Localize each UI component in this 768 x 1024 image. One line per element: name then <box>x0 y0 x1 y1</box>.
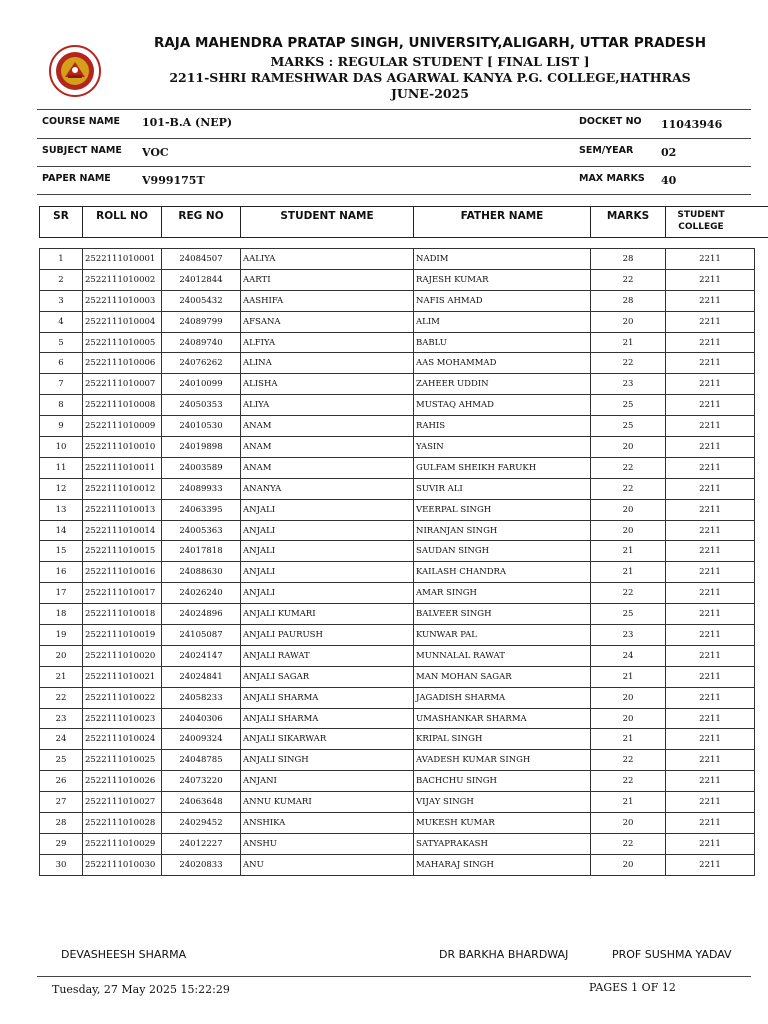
table-row <box>40 249 755 270</box>
cell-marks: 22 <box>591 771 666 792</box>
cell-marks: 21 <box>591 332 666 353</box>
cell-father-name: MAN MOHAN SAGAR <box>414 666 591 687</box>
table-row <box>40 625 755 646</box>
header-student-name: STUDENT NAME <box>240 206 414 238</box>
cell-reg-no: 24012844 <box>162 269 241 290</box>
table-row <box>40 457 755 478</box>
cell-father-name: NADIM <box>414 249 591 270</box>
cell-sr: 10 <box>40 437 83 458</box>
cell-marks: 20 <box>591 854 666 875</box>
cell-roll-no: 2522111010027 <box>83 792 162 813</box>
cell-roll-no: 2522111010016 <box>83 562 162 583</box>
cell-sr: 8 <box>40 395 83 416</box>
cell-student-name: ANSHU <box>241 833 414 854</box>
docket-label: DOCKET NO <box>579 116 642 127</box>
cell-reg-no: 24084507 <box>162 249 241 270</box>
cell-father-name: VEERPAL SINGH <box>414 499 591 520</box>
cell-sr: 13 <box>40 499 83 520</box>
university-title: RAJA MAHENDRA PRATAP SINGH, UNIVERSITY,ALIGARH, UTTAR PRADESH <box>153 35 707 51</box>
course-value: 101-B.A (NEP) <box>142 116 233 129</box>
cell-roll-no: 2522111010017 <box>83 583 162 604</box>
cell-father-name: AMAR SINGH <box>414 583 591 604</box>
cell-student-college: 2211 <box>666 729 755 750</box>
cell-marks: 20 <box>591 499 666 520</box>
cell-marks: 21 <box>591 562 666 583</box>
cell-marks: 21 <box>591 792 666 813</box>
cell-sr: 26 <box>40 771 83 792</box>
cell-reg-no: 24024896 <box>162 604 241 625</box>
college-title: 2211-SHRI RAMESHWAR DAS AGARWAL KANYA P.G. COLLEGE,HATHRAS <box>169 70 691 85</box>
cell-reg-no: 24005363 <box>162 520 241 541</box>
cell-marks: 22 <box>591 478 666 499</box>
cell-sr: 3 <box>40 290 83 311</box>
table-row <box>40 750 755 771</box>
cell-student-college: 2211 <box>666 457 755 478</box>
table-row <box>40 395 755 416</box>
cell-roll-no: 2522111010012 <box>83 478 162 499</box>
cell-sr: 9 <box>40 416 83 437</box>
footer-divider <box>37 976 751 977</box>
cell-sr: 2 <box>40 269 83 290</box>
cell-roll-no: 2522111010025 <box>83 750 162 771</box>
cell-reg-no: 24089799 <box>162 311 241 332</box>
marks-table <box>39 248 755 876</box>
cell-student-college: 2211 <box>666 353 755 374</box>
table-row <box>40 290 755 311</box>
cell-father-name: KAILASH CHANDRA <box>414 562 591 583</box>
cell-student-name: ANJALI SHARMA <box>241 708 414 729</box>
semyear-value: 02 <box>661 146 677 159</box>
cell-roll-no: 2522111010030 <box>83 854 162 875</box>
cell-father-name: BACHCHU SINGH <box>414 771 591 792</box>
cell-marks: 21 <box>591 541 666 562</box>
cell-father-name: MUSTAQ AHMAD <box>414 395 591 416</box>
cell-reg-no: 24010530 <box>162 416 241 437</box>
cell-reg-no: 24050353 <box>162 395 241 416</box>
table-row <box>40 269 755 290</box>
paper-label: PAPER NAME <box>42 173 111 184</box>
cell-father-name: JAGADISH SHARMA <box>414 687 591 708</box>
cell-student-college: 2211 <box>666 395 755 416</box>
cell-marks: 23 <box>591 374 666 395</box>
cell-sr: 5 <box>40 332 83 353</box>
cell-student-name: ANJALI <box>241 520 414 541</box>
cell-roll-no: 2522111010020 <box>83 645 162 666</box>
cell-father-name: KUNWAR PAL <box>414 625 591 646</box>
cell-father-name: SATYAPRAKASH <box>414 833 591 854</box>
cell-student-name: ALFIYA <box>241 332 414 353</box>
university-logo <box>48 44 102 98</box>
cell-sr: 17 <box>40 583 83 604</box>
header-student-college-label: STUDENT COLLEGE <box>677 210 725 232</box>
cell-reg-no: 24017818 <box>162 541 241 562</box>
cell-reg-no: 24020833 <box>162 854 241 875</box>
cell-student-college: 2211 <box>666 374 755 395</box>
cell-marks: 28 <box>591 290 666 311</box>
table-row <box>40 541 755 562</box>
cell-student-name: ANANYA <box>241 478 414 499</box>
cell-marks: 24 <box>591 645 666 666</box>
cell-marks: 20 <box>591 687 666 708</box>
cell-roll-no: 2522111010008 <box>83 395 162 416</box>
table-row <box>40 604 755 625</box>
table-row <box>40 562 755 583</box>
cell-reg-no: 24005432 <box>162 290 241 311</box>
cell-roll-no: 2522111010006 <box>83 353 162 374</box>
cell-student-name: AALIYA <box>241 249 414 270</box>
cell-marks: 21 <box>591 666 666 687</box>
cell-sr: 1 <box>40 249 83 270</box>
cell-student-name: ANJANI <box>241 771 414 792</box>
cell-sr: 14 <box>40 520 83 541</box>
cell-reg-no: 24063395 <box>162 499 241 520</box>
cell-roll-no: 2522111010002 <box>83 269 162 290</box>
cell-reg-no: 24010099 <box>162 374 241 395</box>
cell-student-college: 2211 <box>666 792 755 813</box>
cell-sr: 11 <box>40 457 83 478</box>
table-row <box>40 771 755 792</box>
cell-student-college: 2211 <box>666 604 755 625</box>
cell-reg-no: 24073220 <box>162 771 241 792</box>
cell-sr: 12 <box>40 478 83 499</box>
table-row <box>40 708 755 729</box>
cell-student-college: 2211 <box>666 290 755 311</box>
table-row <box>40 645 755 666</box>
cell-father-name: RAHIS <box>414 416 591 437</box>
cell-marks: 20 <box>591 311 666 332</box>
cell-student-college: 2211 <box>666 249 755 270</box>
page-indicator: PAGES 1 OF 12 <box>589 981 676 994</box>
header-sr: SR <box>39 206 83 238</box>
cell-student-college: 2211 <box>666 750 755 771</box>
cell-sr: 4 <box>40 311 83 332</box>
cell-sr: 25 <box>40 750 83 771</box>
cell-student-college: 2211 <box>666 520 755 541</box>
cell-reg-no: 24088630 <box>162 562 241 583</box>
cell-marks: 23 <box>591 625 666 646</box>
cell-marks: 20 <box>591 813 666 834</box>
cell-reg-no: 24003589 <box>162 457 241 478</box>
print-timestamp: Tuesday, 27 May 2025 15:22:29 <box>52 983 230 996</box>
table-row <box>40 416 755 437</box>
cell-student-college: 2211 <box>666 541 755 562</box>
cell-marks: 22 <box>591 833 666 854</box>
cell-roll-no: 2522111010014 <box>83 520 162 541</box>
cell-father-name: AVADESH KUMAR SINGH <box>414 750 591 771</box>
cell-student-name: ANAM <box>241 416 414 437</box>
table-row <box>40 374 755 395</box>
cell-student-college: 2211 <box>666 269 755 290</box>
cell-father-name: BABLU <box>414 332 591 353</box>
cell-student-college: 2211 <box>666 562 755 583</box>
cell-roll-no: 2522111010001 <box>83 249 162 270</box>
cell-student-college: 2211 <box>666 833 755 854</box>
signature-right: PROF SUSHMA YADAV <box>612 948 732 961</box>
cell-father-name: ZAHEER UDDIN <box>414 374 591 395</box>
cell-student-name: ALISHA <box>241 374 414 395</box>
cell-father-name: AAS MOHAMMAD <box>414 353 591 374</box>
semyear-label: SEM/YEAR <box>579 145 634 156</box>
cell-roll-no: 2522111010029 <box>83 833 162 854</box>
cell-marks: 21 <box>591 729 666 750</box>
table-row <box>40 792 755 813</box>
table-row <box>40 813 755 834</box>
cell-roll-no: 2522111010009 <box>83 416 162 437</box>
header-reg-no: REG NO <box>161 206 241 238</box>
cell-reg-no: 24029452 <box>162 813 241 834</box>
cell-marks: 28 <box>591 249 666 270</box>
cell-sr: 30 <box>40 854 83 875</box>
cell-father-name: RAJESH KUMAR <box>414 269 591 290</box>
divider <box>37 109 751 110</box>
cell-reg-no: 24024841 <box>162 666 241 687</box>
cell-roll-no: 2522111010004 <box>83 311 162 332</box>
cell-father-name: NIRANJAN SINGH <box>414 520 591 541</box>
cell-student-name: ANU <box>241 854 414 875</box>
cell-marks: 22 <box>591 583 666 604</box>
cell-student-name: ANJALI SAGAR <box>241 666 414 687</box>
cell-sr: 7 <box>40 374 83 395</box>
cell-student-college: 2211 <box>666 854 755 875</box>
cell-student-name: ANAM <box>241 457 414 478</box>
cell-student-college: 2211 <box>666 332 755 353</box>
cell-student-name: ANJALI <box>241 499 414 520</box>
cell-roll-no: 2522111010026 <box>83 771 162 792</box>
cell-student-college: 2211 <box>666 478 755 499</box>
cell-reg-no: 24089740 <box>162 332 241 353</box>
cell-student-college: 2211 <box>666 813 755 834</box>
cell-student-college: 2211 <box>666 625 755 646</box>
cell-roll-no: 2522111010028 <box>83 813 162 834</box>
cell-father-name: GULFAM SHEIKH FARUKH <box>414 457 591 478</box>
cell-father-name: UMASHANKAR SHARMA <box>414 708 591 729</box>
cell-reg-no: 24058233 <box>162 687 241 708</box>
cell-roll-no: 2522111010010 <box>83 437 162 458</box>
cell-reg-no: 24024147 <box>162 645 241 666</box>
cell-father-name: BALVEER SINGH <box>414 604 591 625</box>
cell-roll-no: 2522111010005 <box>83 332 162 353</box>
cell-marks: 25 <box>591 416 666 437</box>
header-marks: MARKS <box>590 206 666 238</box>
cell-student-college: 2211 <box>666 311 755 332</box>
cell-sr: 28 <box>40 813 83 834</box>
cell-sr: 29 <box>40 833 83 854</box>
cell-student-name: ALINA <box>241 353 414 374</box>
cell-father-name: SUVIR ALI <box>414 478 591 499</box>
cell-student-college: 2211 <box>666 708 755 729</box>
session-title: JUNE-2025 <box>391 86 469 101</box>
table-row <box>40 583 755 604</box>
cell-student-college: 2211 <box>666 771 755 792</box>
cell-sr: 21 <box>40 666 83 687</box>
cell-student-name: ANJALI <box>241 583 414 604</box>
cell-father-name: MUNNALAL RAWAT <box>414 645 591 666</box>
cell-roll-no: 2522111010022 <box>83 687 162 708</box>
table-row <box>40 666 755 687</box>
cell-reg-no: 24026240 <box>162 583 241 604</box>
cell-reg-no: 24040306 <box>162 708 241 729</box>
subject-label: SUBJECT NAME <box>42 145 122 156</box>
table-row <box>40 437 755 458</box>
cell-sr: 22 <box>40 687 83 708</box>
maxmarks-label: MAX MARKS <box>579 173 645 184</box>
cell-reg-no: 24076262 <box>162 353 241 374</box>
cell-student-name: ANJALI SHARMA <box>241 687 414 708</box>
cell-roll-no: 2522111010019 <box>83 625 162 646</box>
cell-marks: 20 <box>591 437 666 458</box>
cell-student-college: 2211 <box>666 666 755 687</box>
signature-left: DEVASHEESH SHARMA <box>61 948 187 961</box>
cell-student-name: ANNU KUMARI <box>241 792 414 813</box>
cell-student-college: 2211 <box>666 645 755 666</box>
cell-sr: 19 <box>40 625 83 646</box>
header-student-college <box>665 206 768 238</box>
marks-list-title: MARKS : REGULAR STUDENT [ FINAL LIST ] <box>270 54 590 69</box>
cell-student-name: ANSHIKA <box>241 813 414 834</box>
cell-student-name: AFSANA <box>241 311 414 332</box>
cell-student-name: ANJALI KUMARI <box>241 604 414 625</box>
cell-roll-no: 2522111010007 <box>83 374 162 395</box>
cell-father-name: YASIN <box>414 437 591 458</box>
cell-sr: 20 <box>40 645 83 666</box>
cell-roll-no: 2522111010013 <box>83 499 162 520</box>
cell-roll-no: 2522111010015 <box>83 541 162 562</box>
cell-student-name: ANJALI PAURUSH <box>241 625 414 646</box>
cell-student-name: ANJALI SIKARWAR <box>241 729 414 750</box>
cell-reg-no: 24063648 <box>162 792 241 813</box>
cell-roll-no: 2522111010024 <box>83 729 162 750</box>
cell-sr: 6 <box>40 353 83 374</box>
cell-student-college: 2211 <box>666 687 755 708</box>
paper-value: V999175T <box>142 174 205 187</box>
cell-father-name: NAFIS AHMAD <box>414 290 591 311</box>
cell-reg-no: 24048785 <box>162 750 241 771</box>
table-row <box>40 353 755 374</box>
cell-father-name: ALIM <box>414 311 591 332</box>
table-row <box>40 520 755 541</box>
cell-reg-no: 24019898 <box>162 437 241 458</box>
cell-roll-no: 2522111010003 <box>83 290 162 311</box>
signature-middle: DR BARKHA BHARDWAJ <box>439 948 569 961</box>
docket-value: 11043946 <box>661 118 723 131</box>
cell-roll-no: 2522111010021 <box>83 666 162 687</box>
cell-student-college: 2211 <box>666 499 755 520</box>
table-row <box>40 833 755 854</box>
cell-roll-no: 2522111010023 <box>83 708 162 729</box>
cell-reg-no: 24012227 <box>162 833 241 854</box>
cell-sr: 23 <box>40 708 83 729</box>
cell-marks: 22 <box>591 457 666 478</box>
cell-sr: 16 <box>40 562 83 583</box>
cell-father-name: MAHARAJ SINGH <box>414 854 591 875</box>
cell-student-name: AASHIFA <box>241 290 414 311</box>
cell-marks: 22 <box>591 353 666 374</box>
divider <box>37 138 751 139</box>
table-row <box>40 478 755 499</box>
cell-student-name: AARTI <box>241 269 414 290</box>
cell-student-college: 2211 <box>666 416 755 437</box>
cell-father-name: SAUDAN SINGH <box>414 541 591 562</box>
cell-sr: 15 <box>40 541 83 562</box>
cell-student-college: 2211 <box>666 583 755 604</box>
cell-reg-no: 24009324 <box>162 729 241 750</box>
course-label: COURSE NAME <box>42 116 120 127</box>
cell-student-name: ANAM <box>241 437 414 458</box>
subject-value: VOC <box>142 146 169 159</box>
cell-sr: 27 <box>40 792 83 813</box>
cell-father-name: VIJAY SINGH <box>414 792 591 813</box>
cell-roll-no: 2522111010018 <box>83 604 162 625</box>
cell-marks: 20 <box>591 520 666 541</box>
cell-father-name: KRIPAL SINGH <box>414 729 591 750</box>
table-row <box>40 311 755 332</box>
cell-reg-no: 24105087 <box>162 625 241 646</box>
cell-father-name: MUKESH KUMAR <box>414 813 591 834</box>
divider <box>37 166 751 167</box>
cell-student-name: ANJALI <box>241 541 414 562</box>
maxmarks-value: 40 <box>661 174 677 187</box>
cell-roll-no: 2522111010011 <box>83 457 162 478</box>
cell-sr: 24 <box>40 729 83 750</box>
cell-student-name: ANJALI SINGH <box>241 750 414 771</box>
header-roll-no: ROLL NO <box>82 206 162 238</box>
cell-sr: 18 <box>40 604 83 625</box>
table-row <box>40 729 755 750</box>
cell-marks: 22 <box>591 750 666 771</box>
table-row <box>40 332 755 353</box>
cell-marks: 20 <box>591 708 666 729</box>
cell-marks: 25 <box>591 604 666 625</box>
cell-student-college: 2211 <box>666 437 755 458</box>
header-father-name: FATHER NAME <box>413 206 591 238</box>
cell-student-name: ANJALI <box>241 562 414 583</box>
table-row <box>40 854 755 875</box>
cell-marks: 25 <box>591 395 666 416</box>
cell-student-name: ALIYA <box>241 395 414 416</box>
table-row <box>40 499 755 520</box>
cell-student-name: ANJALI RAWAT <box>241 645 414 666</box>
cell-reg-no: 24089933 <box>162 478 241 499</box>
cell-marks: 22 <box>591 269 666 290</box>
divider <box>37 194 751 195</box>
table-row <box>40 687 755 708</box>
